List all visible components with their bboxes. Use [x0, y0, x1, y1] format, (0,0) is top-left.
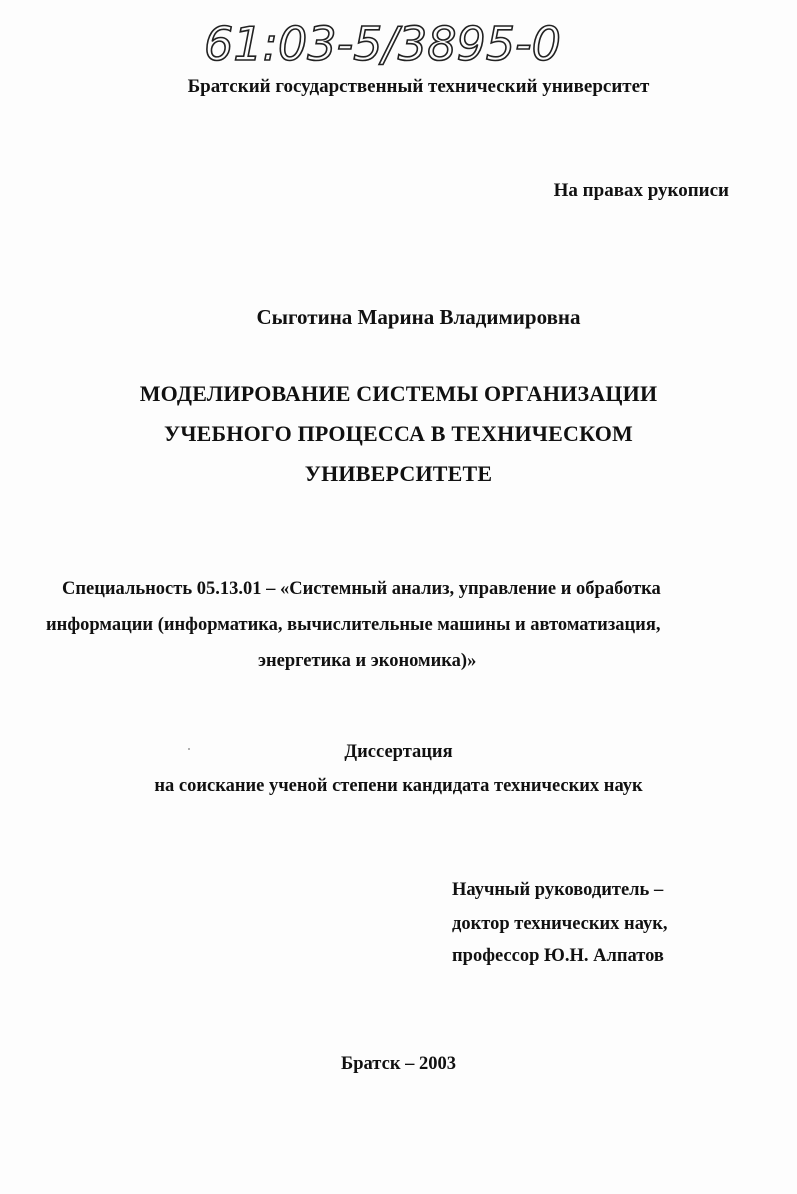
- dissertation-label: Диссертация: [344, 742, 453, 762]
- thesis-title-line-2: УЧЕБНОГО ПРОЦЕССА В ТЕХНИЧЕСКОМ: [163, 421, 633, 446]
- handwritten-catalog-number-drawing: [200, 8, 560, 78]
- university-name: Братский государственный технический университет: [187, 76, 650, 97]
- specialty-line-1: Специальность 05.13.01 – «Системный анализ, управление и обработка: [62, 579, 661, 599]
- handwritten-catalog-number: [200, 8, 560, 78]
- handwritten-catalog-text: 61:03-5/3895-0: [204, 17, 561, 71]
- dissertation-degree: на соискание ученой степени кандидата технических наук: [154, 776, 643, 796]
- specialty-line-2: информации (информатика, вычислительные машины и автоматизация,: [46, 615, 661, 635]
- manuscript-note: На правах рукописи: [553, 180, 729, 201]
- thesis-title-line-3: УНИВЕРСИТЕТЕ: [304, 461, 493, 486]
- specialty-line-3: энергетика и экономика)»: [258, 651, 477, 671]
- advisor-line-1: Научный руководитель –: [452, 880, 664, 900]
- thesis-title-line-1: МОДЕЛИРОВАНИЕ СИСТЕМЫ ОРГАНИЗАЦИИ: [139, 381, 658, 406]
- advisor-line-2: доктор технических наук,: [452, 914, 668, 934]
- advisor-line-3: профессор Ю.Н. Алпатов: [452, 946, 664, 966]
- author-name: Сыготина Марина Владимировна: [256, 305, 581, 329]
- city-year: Братск – 2003: [341, 1054, 456, 1074]
